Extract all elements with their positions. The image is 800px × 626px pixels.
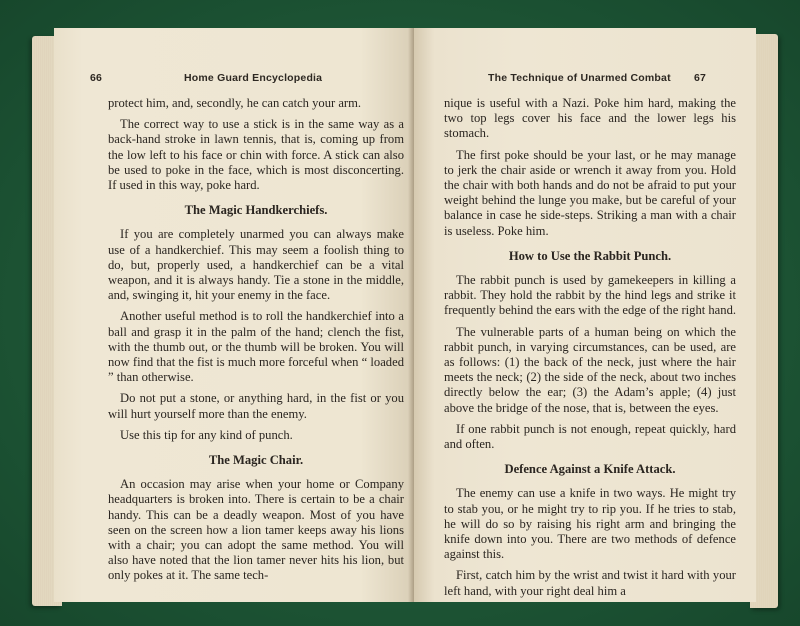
right-page-body [444,96,736,605]
right-section1-paragraph-1: The rabbit punch is used by gamekeepers in killing a rabbit. They hold the rabbit by the hind legs and strike it frequently behind the ears with the edge of the right hand. [444,273,737,318]
right-running-head: The Technique of Unarmed Combat [488,72,671,84]
right-section1-title: How to Use the Rabbit Punch. [508,248,672,263]
left-section1-paragraph-2: Another useful method is to roll the handkerchief into a ball and grasp it in the palm of the hand; clench the fist, with the thumb out, or the thumb will be broken. You will now find that the fist is much more forceful when “ loaded ” than otherwise. [108,309,404,385]
open-book [28,22,780,612]
right-section1-paragraph-2: The vulnerable parts of a human being on which the rabbit punch, in varying circumstances, can be used, are as follows: (1) the back of the neck, just where the hair meets the neck; (2) the side of the neck, about two inches directly below the ear; (3) the Adam’s apple; (4) just above the bridge of the nose, that is, between the eyes. [444,324,736,415]
left-intro-paragraph-2: The correct way to use a stick is in the same way as a back-hand stroke in lawn tennis, that is, coming up from the low left to his face or chin with force. A stick can also be used to poke in the face, which is most disconcerting. If used in this way, poke hard. [108,117,404,193]
left-page-number: 66 [90,72,103,84]
left-running-head: Home Guard Encyclopedia [184,72,323,84]
left-section1-title: The Magic Handkerchiefs. [184,203,328,218]
right-section1-paragraph-3: If one rabbit punch is not enough, repeat quickly, hard and often. [444,421,736,452]
left-section1-paragraph-4: Use this tip for any kind of punch. [120,427,293,442]
left-section2-title: The Magic Chair. [208,453,304,468]
right-intro-paragraph-2: The first poke should be your last, or he may manage to jerk the chair aside or wrench it away from you. Hold the chair with both hands and do not be afraid to put your weight behind the lunge you make, but be careful of your balance in case he side-steps. Striking a man with a chair is useless. Poke him. [444,147,736,238]
right-section2-paragraph-1: The enemy can use a knife in two ways. He might try to stab you, or he might try to rip you. If he tries to stab, he will do so by raising his right arm and bringing the knife down into you. There are two methods of defence against this. [444,486,736,562]
left-section2-paragraph-1: An occasion may arise when your home or Company headquarters is broken into. There is certain to be a chair handy. This can be a deadly weapon. Most of you have seen on the screen how a lion tamer keeps away his lions with a chair; you can adopt the same method. You will also have noted that the lion tamer never hits his lion, but only pokes at it. The same tech- [108,477,404,583]
left-page-body [108,96,404,590]
right-page [414,28,756,602]
right-section2-title: Defence Against a Knife Attack. [504,462,676,477]
right-section2-paragraph-2: First, catch him by the wrist and twist it hard with your left hand, with your right deal him a [444,568,736,598]
left-section1-paragraph-1: If you are completely unarmed you can always make use of a handkerchief. This may seem a foolish thing to do, but, properly used, a handkerchief can be a vital weapon, and it is always handy. Tie a stone in the middle, and, swinging it, hit your enemy in the face. [108,227,404,303]
right-page-number: 67 [694,72,707,84]
left-page [54,28,414,602]
left-section1-paragraph-3: Do not put a stone, or anything hard, in the fist or you will hurt yourself more than the enemy. [108,391,404,421]
right-intro-paragraph-1: nique is useful with a Nazi. Poke him hard, making the two top legs cover his face and the lower legs his stomach. [444,96,736,141]
left-intro-paragraph-1: protect him, and, secondly, he can catch your arm. [108,96,362,110]
